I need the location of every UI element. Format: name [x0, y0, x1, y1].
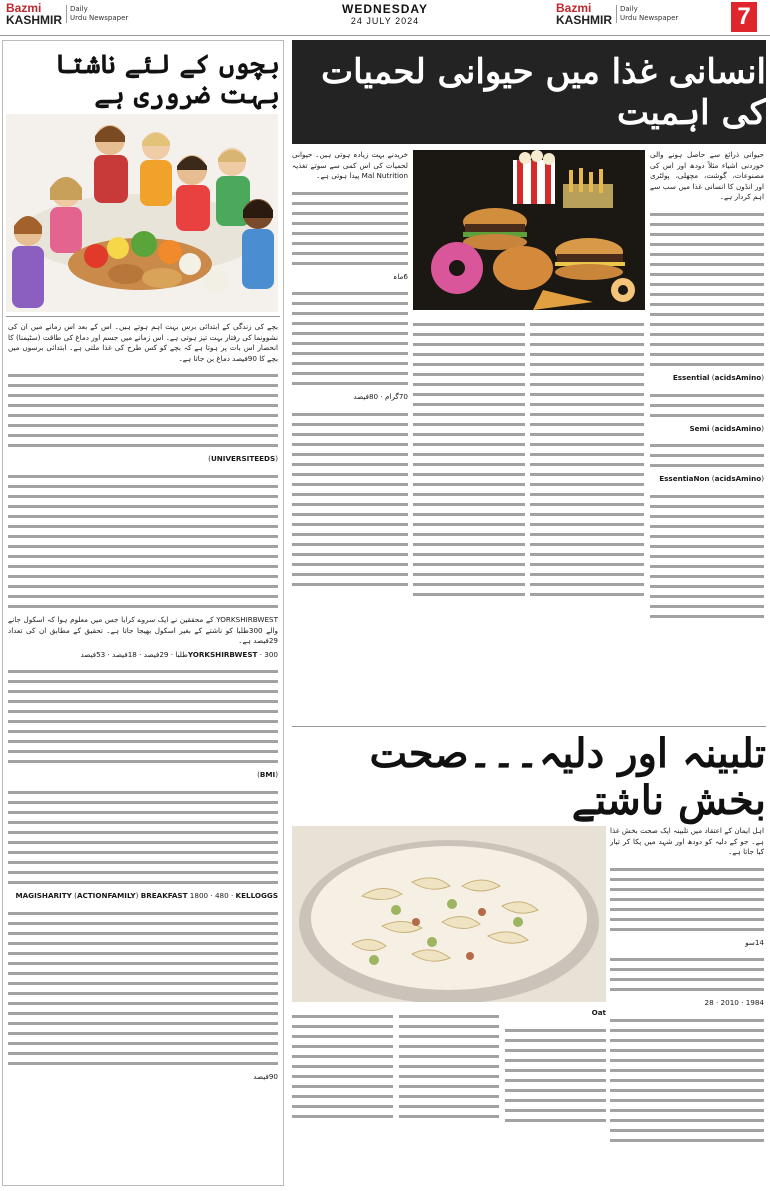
article-body-column — [530, 316, 644, 720]
body-text-lines — [8, 663, 278, 770]
body-text-lines — [8, 784, 278, 891]
body-text-lines — [610, 861, 764, 938]
article-body — [8, 322, 278, 1180]
article-body-column — [610, 826, 764, 1184]
paragraph: خریدنے بہت زیادہ ہوتی ہیں۔ حیوانی لحمیات کی اس کمی سے سوتے تغذیہ Mal Nutrition پیدا ہوتی ہے۔ — [292, 150, 408, 181]
body-text-lines — [505, 1022, 606, 1129]
body-text-lines — [650, 437, 764, 474]
article-headline: بچوں کے لئے ناشتا بہت ضروری ہے — [54, 50, 280, 110]
paragraph: YORKSHIRBWEST · 300طلبا · 29فیصد · 18فیصد · 53فیصد — [80, 649, 278, 659]
article-headline-talbina: تلبینہ اور دلیہ۔۔۔صحت بخش ناشتے — [369, 730, 766, 824]
body-text-lines — [8, 905, 278, 1072]
body-text-lines — [413, 316, 525, 603]
body-text-lines — [650, 488, 764, 625]
body-text-lines — [292, 285, 408, 392]
body-text-lines — [530, 316, 644, 603]
paragraph: 14سو — [745, 937, 764, 947]
paragraph: MAGISHARITY (ACTIONFAMILY) BREAKFAST 1800 · 480 · KELLOGGS — [15, 890, 278, 900]
paragraph: YORKSHIRBWEST کے محققین نے ایک سروے کرایا جس میں معلوم ہوا کہ اسکول جانے والے 300طلبا کو ناشتے کے بغیر اسکول بھیجا جاتا ہے۔ تحقیق کے مطابق ان کی تعداد 29فیصد ہے۔ — [8, 614, 278, 646]
body-text-lines — [650, 387, 764, 424]
paragraph: Essential (acidsAmino) — [672, 372, 764, 382]
body-text-lines — [610, 1012, 764, 1149]
page-number: 7 — [731, 2, 757, 32]
article-body-column — [399, 1008, 500, 1129]
divider — [292, 726, 766, 727]
brand-subtitle: Daily Urdu Newspaper — [66, 5, 128, 23]
children-photo — [6, 114, 278, 312]
brand-subtitle: Daily Urdu Newspaper — [616, 5, 678, 23]
masthead-brand-right — [556, 2, 678, 26]
keyword: UNIVERSITEEDS — [210, 454, 276, 464]
paragraph: Semi (acidsAmino) — [689, 423, 764, 433]
divider — [6, 316, 280, 317]
body-text-lines — [8, 367, 278, 454]
paragraph: بچے کی زندگی کے ابتدائی برس بہت اہم ہوتے ہیں۔ اس کے بعد اس زمانے میں ان کی نشوونما کی رفتار بہت تیز ہوتی ہے۔ اس زمانے میں جسم اور دماغ کی طاقت (سٹیمنا) کا انحصار اس بات پر ہوتا ہے کہ بچے کو کس طرح کی غذا ملتی ہے۔ ابتدائی برسوں میں بچے کا 90فیصد دماغ بن جاتا ہے۔ — [8, 322, 278, 363]
body-text-lines — [292, 1008, 393, 1125]
article-body-column — [292, 1008, 393, 1129]
paragraph: (UNIVERSITEEDS) — [208, 454, 278, 464]
body-text-lines — [610, 951, 764, 998]
article-body-column — [505, 1008, 606, 1129]
body-text-lines — [650, 206, 764, 373]
paragraph: EssentiaNon (acidsAmino) — [659, 474, 764, 484]
article-body-column — [292, 150, 408, 720]
body-text-lines — [292, 185, 408, 272]
paragraph: Oat — [591, 1008, 606, 1017]
paragraph: اہل ایمان کے اعتقاد میں تلبینہ ایک صحت بخش غذا ہے۔ جو کے دلیہ کو دودھ اور شہد میں پکا کر تیار کیا جاتا ہے۔ — [610, 826, 764, 857]
article-body-column — [413, 316, 525, 720]
paragraph: 6ماہ — [393, 271, 408, 281]
brand-name: Bazmi KASHMIR — [556, 1, 612, 27]
article-headline-animal-proteins: انسانی غذا میں حیوانی لحمیات کی اہمیت — [292, 40, 766, 144]
article-body-lower — [292, 1008, 606, 1184]
fast-food-photo — [413, 150, 645, 310]
body-text-lines — [292, 406, 408, 593]
article-body-column — [650, 150, 764, 720]
masthead-brand-left — [6, 2, 128, 26]
paragraph: حیوانی ذرائع سے حاصل ہونے والی خوردنی اشیاء مثلاً دودھ اور اس کی مصنوعات، گوشت، مچھلی، پولٹری اور انڈوں کا انسانی غذا میں سب سے اہم کردار ہے۔ — [650, 150, 764, 202]
body-text-lines — [399, 1008, 500, 1125]
paragraph: (BMI) — [257, 770, 278, 780]
issue-date: WEDNESDAY 24 JULY 2024 — [342, 2, 428, 26]
page-header — [0, 0, 770, 36]
paragraph: 90فیصد — [253, 1071, 278, 1081]
paragraph: 1984 · 2010 · 28 — [704, 998, 764, 1008]
body-text-lines — [8, 468, 278, 615]
talbina-bowl-photo — [292, 826, 606, 1002]
paragraph: 70گرام · 80فیصد — [353, 392, 408, 402]
brand-name: Bazmi KASHMIR — [6, 1, 62, 27]
